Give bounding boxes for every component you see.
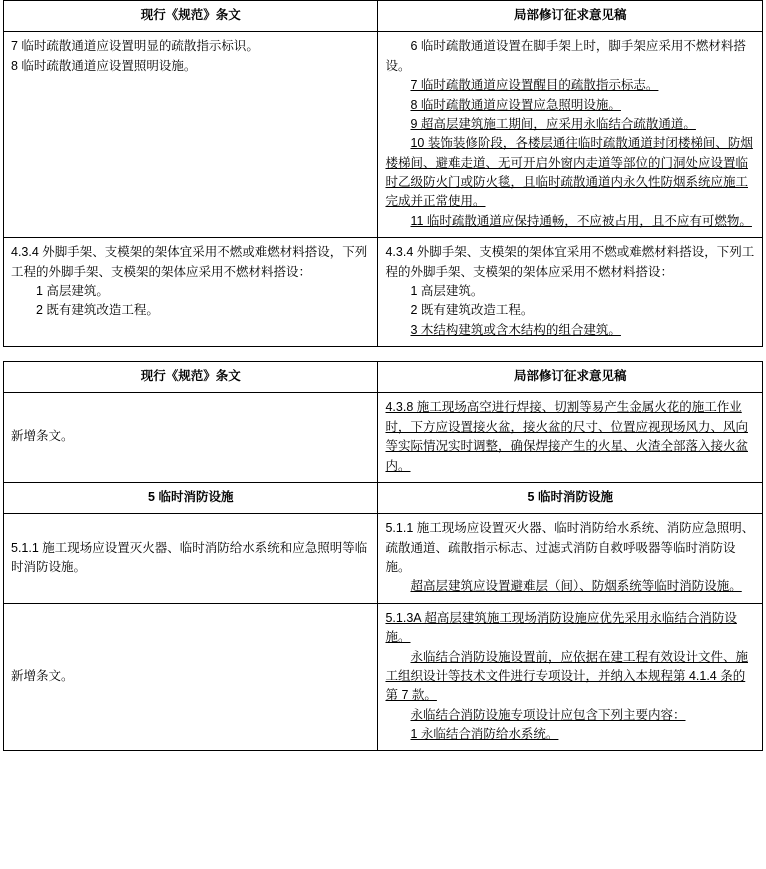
table-row-section [4,482,763,513]
comparison-table-1-wrapper [0,0,766,347]
clause-text: 8 临时疏散通道应设置照明设施。 [11,58,197,73]
clause-text: 1 高层建筑。 [36,283,109,298]
comparison-table-2-wrapper [0,361,766,751]
clause-text: 永临结合消防设施专项设计应包含下列主要内容： [410,707,686,722]
table-1-row-1-right [378,32,763,238]
table-row [4,32,763,238]
table-row [4,603,763,751]
clause-text: 5.1.3A 超高层建筑施工现场消防设施应优先采用永临结合消防设施。 [385,610,737,645]
table-2-row-3-right [378,514,763,604]
table-1-header-left: 现行《规范》条文 [4,1,378,32]
clause-text: 6 临时疏散通道设置在脚手架上时，脚手架应采用不燃材料搭设。 [385,39,746,73]
table-row [4,238,763,347]
table-row [4,393,763,483]
clause-text: 8 临时疏散通道应设置应急照明设施。 [410,97,621,112]
clause-text: 新增条文。 [11,429,74,444]
clause-text: 10 装饰装修阶段，各楼层通往临时疏散通道封闭楼梯间、防烟楼梯间、避难走道、无可开启外窗内走道等部位的门洞处应设置临时乙级防火门或防火毯，且临时疏散通道内永久性防烟系统应施工完成并正常使用。 [385,136,753,209]
clause-text: 3 木结构建筑或含木结构的组合建筑。 [410,322,621,337]
table-1-row-2-right [378,238,763,347]
clause-text: 超高层建筑应设置避难层（间）、防烟系统等临时消防设施。 [410,579,742,594]
clause-text: 1 高层建筑。 [410,283,484,298]
clause-text: 新增条文。 [11,668,74,683]
table-2-section-left: 5 临时消防设施 [4,482,378,513]
table-2-row-3-left [4,514,378,604]
clause-text: 2 既有建筑改造工程。 [410,303,534,318]
clause-text: 7 临时疏散通道应设置明显的疏散指示标识。 [11,39,259,54]
table-1-header-right: 局部修订征求意见稿 [378,1,763,32]
comparison-table-1 [3,0,763,347]
table-1-row-2-left [4,238,378,347]
comparison-table-2 [3,361,763,751]
table-1-row-1-left [4,32,378,238]
clause-text: 1 永临结合消防给水系统。 [410,727,559,741]
table-2-header-right: 局部修订征求意见稿 [378,362,763,393]
clause-text: 5.1.1 施工现场应设置灭火器、临时消防给水系统、消防应急照明、疏散通道、疏散指示标志、过滤式消防自救呼吸器等临时消防设施。 [385,521,755,574]
table-2-row-1-left [4,393,378,483]
clause-text: 4.3.8 施工现场高空进行焊接、切割等易产生金属火花的施工作业时，下方应设置接火盆，接火盆的尺寸、位置应视现场风力、风向等实际情况实时调整，确保焊接产生的火星、火渣全部落入接火盆内。 [385,400,748,473]
clause-text: 永临结合消防设施设置前，应依据在建工程有效设计文件、施工组织设计等技术文件进行专项设计，并纳入本规程第 4.1.4 条的第 7 款。 [385,649,748,703]
clause-text: 7 临时疏散通道应设置醒目的疏散指示标志。 [410,78,659,93]
table-1-header-row [4,1,763,32]
table-2-section-right: 5 临时消防设施 [378,482,763,513]
table-2-row-1-right [378,393,763,483]
table-2-header-row [4,362,763,393]
table-2-header-left: 现行《规范》条文 [4,362,378,393]
clause-text: 2 既有建筑改造工程。 [36,303,159,318]
clause-text: 9 超高层建筑施工期间，应采用永临结合疏散通道。 [410,116,696,131]
table-2-row-4-right [378,603,763,751]
clause-text: 5.1.1 施工现场应设置灭火器、临时消防给水系统和应急照明等临时消防设施。 [11,540,368,574]
clause-text: 4.3.4 外脚手架、支模架的架体宜采用不燃或难燃材料搭设，下列工程的外脚手架、支模架的架体应采用不燃材料搭设： [11,245,368,279]
clause-text: 4.3.4 外脚手架、支模架的架体宜采用不燃或难燃材料搭设，下列工程的外脚手架、支模架的架体应采用不燃材料搭设： [385,245,755,279]
table-2-row-4-left [4,603,378,751]
clause-text: 11 临时疏散通道应保持通畅，不应被占用，且不应有可燃物。 [410,213,752,228]
table-row [4,514,763,604]
